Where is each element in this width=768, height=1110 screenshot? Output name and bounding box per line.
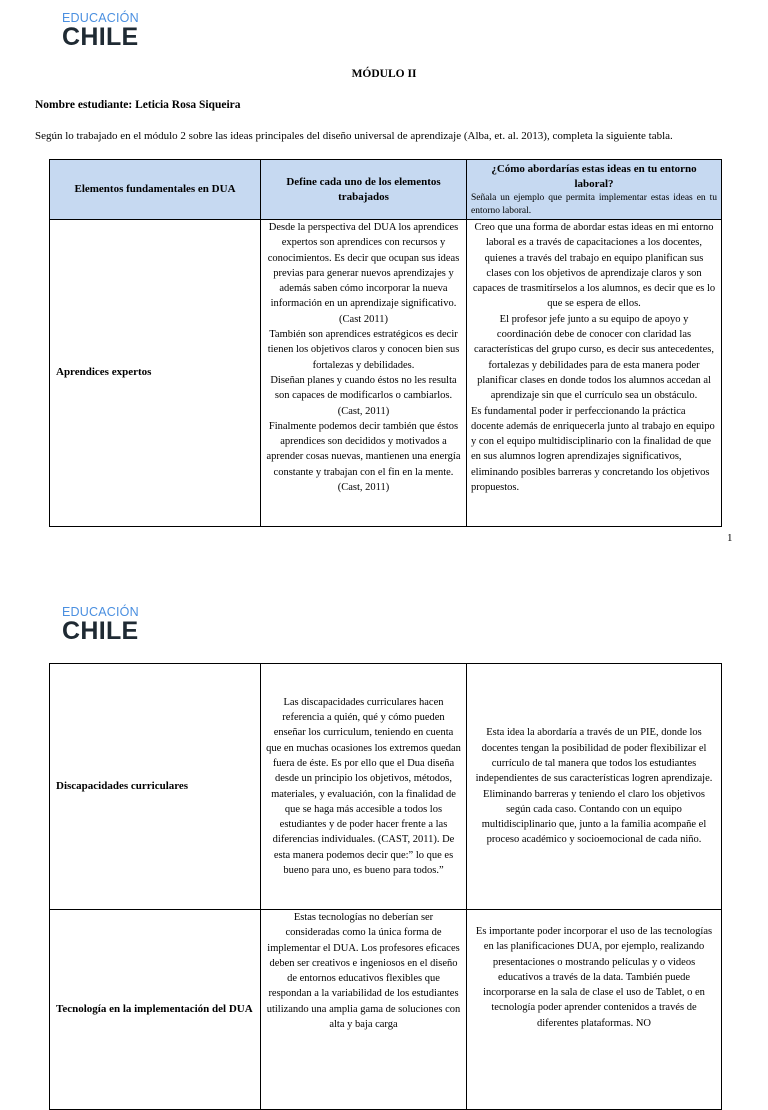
header-approach	[467, 160, 722, 220]
header-elements: Elementos fundamentales en DUA	[50, 160, 261, 220]
logo-line-1: EDUCACIÓN	[62, 11, 139, 25]
definition-paragraph: Diseñan planes y cuando éstos no les resulta son capaces de modificarlos o cambiarlos. (Cast, 2011)	[270, 374, 457, 417]
approach-paragraph: Esta idea la abordaría a través de un PIE, donde los docentes tengan la posibilidad de poder flexibilizar el currículo de tal manera que todos los estudiantes independientes de sus características logren aprendizaje. Eliminando barreras y teniendo el claro los objetivos según cada caso. Contando con un equipo multidisciplinario que, junto a la familia acompañe el proceso académico y socioemocional de cada niño.	[475, 727, 713, 846]
row-definition	[261, 664, 467, 910]
table-row	[50, 664, 722, 910]
row-approach	[467, 910, 722, 1110]
page-title: MÓDULO II	[351, 68, 417, 80]
row-approach	[467, 664, 722, 910]
table-header-row	[50, 160, 722, 220]
logo-line-1: EDUCACIÓN	[62, 605, 139, 619]
page-number: 1	[727, 532, 733, 544]
definition-paragraph: Estas tecnologías no deberían ser consideradas como la única forma de implementar el DUA. Los profesores eficaces deben ser creativos e ingeniosos en el diseño de entornos educativos flexibles que respondan a la variabilidad de los estudiantes utilizando una amplia gama de soluciones con alta y baja carga	[266, 912, 461, 1031]
definition-paragraph: Desde la perspectiva del DUA los aprendices expertos son aprendices con recursos y conocimientos. Es decir que ocupan sus ideas previas para generar nuevos aprendizajes y además saben cómo incorporar la nueva información en un aprendizaje significativo. (Cast 2011)	[267, 222, 460, 325]
educacion-chile-logo	[62, 606, 152, 643]
header-approach-question: ¿Cómo abordarías estas ideas en tu entorno laboral?	[491, 162, 697, 190]
definition-paragraph: Finalmente podemos decir también que éstos aprendices son decididos y motivados a aprender cosas nuevas, mantienen una energía constante y trabajan con el fin en la mente. (Cast, 2011)	[266, 420, 461, 494]
definition-paragraph: También son aprendices estratégicos es decir tienen los objetivos claros y conocen bien sus fortalezas y debilidades.	[267, 329, 460, 371]
table-row	[50, 910, 722, 1110]
approach-paragraph: Es fundamental poder ir perfeccionando la práctica docente además de enriquecerla junto al trabajo en equipo y con el equipo multidisciplinario con la finalidad de que en sus alumnos logren aprendizajes significativos, eliminando posibles barreras y concretando los objetivos propuestos.	[471, 405, 715, 494]
logo-line-2: CHILE	[62, 23, 139, 51]
row-definition	[261, 220, 467, 527]
row-label: Aprendices expertos	[50, 220, 261, 527]
row-label: Tecnología en la implementación del DUA	[50, 910, 261, 1110]
approach-paragraph: Es importante poder incorporar el uso de las tecnologías en las planificaciones DUA, por ejemplo, realizando presentaciones o mostrando películas y o videos educativos a través de la data. También puede incorporarse en la sala de clase el uso de Tablet, o en tecnología poder aprender contenidos a través de diferentes plataformas. NO	[475, 926, 713, 1029]
row-approach	[467, 220, 722, 527]
approach-paragraph: Creo que una forma de abordar estas ideas en mi entorno laboral es a través de capacitaciones a los docentes, quienes a través del trabajo en equipo planifican sus clases con los objetivos de aprendizaje claros y son capaces de trasmitírselos a los alumnos, es decir que es lo que se espera de ellos.	[472, 222, 716, 310]
row-definition	[261, 910, 467, 1110]
header-define: Define cada uno de los elementos trabajados	[261, 160, 467, 220]
header-approach-subtitle: Señala un ejemplo que permita implementar estas ideas en tu entorno laboral.	[471, 192, 717, 216]
definition-paragraph: Las discapacidades curriculares hacen referencia a quién, qué y cómo pueden enseñar los curriculum, teniendo en cuenta que en muchas ocasiones los extremos quedan fuera de éste. Es por ello que el Dua diseña desde un principio los objetivos, métodos, materiales, y evaluación, con la finalidad de que se haga más accesible a todos los estudiantes y de poder hacer frente a las diferencias individuales. (CAST, 2011). De esta manera podemos decir que:” lo que es bueno para uno, es bueno para todos.”	[266, 696, 461, 876]
approach-paragraph: El profesor jefe junto a su equipo de apoyo y coordinación debe de conocer con claridad las características del grupo curso, es decir sus antecedentes, fortalezas y debilidades para de esta manera poder planificar clases en donde todos los alumnos accedan al aprendizaje sin que el currículo sea un obstáculo.	[474, 313, 714, 402]
logo-line-2: CHILE	[62, 617, 139, 645]
intro-text: Según lo trabajado en el módulo 2 sobre las ideas principales del diseño universal de aprendizaje (Alba, et. al. 2013), completa la siguiente tabla.	[35, 130, 673, 142]
educacion-chile-logo	[62, 12, 152, 49]
dua-table-page-2	[49, 663, 722, 1110]
row-label: Discapacidades curriculares	[50, 664, 261, 910]
student-name: Nombre estudiante: Leticia Rosa Siqueira	[35, 99, 241, 111]
dua-table-page-1	[49, 159, 722, 527]
table-row	[50, 220, 722, 527]
